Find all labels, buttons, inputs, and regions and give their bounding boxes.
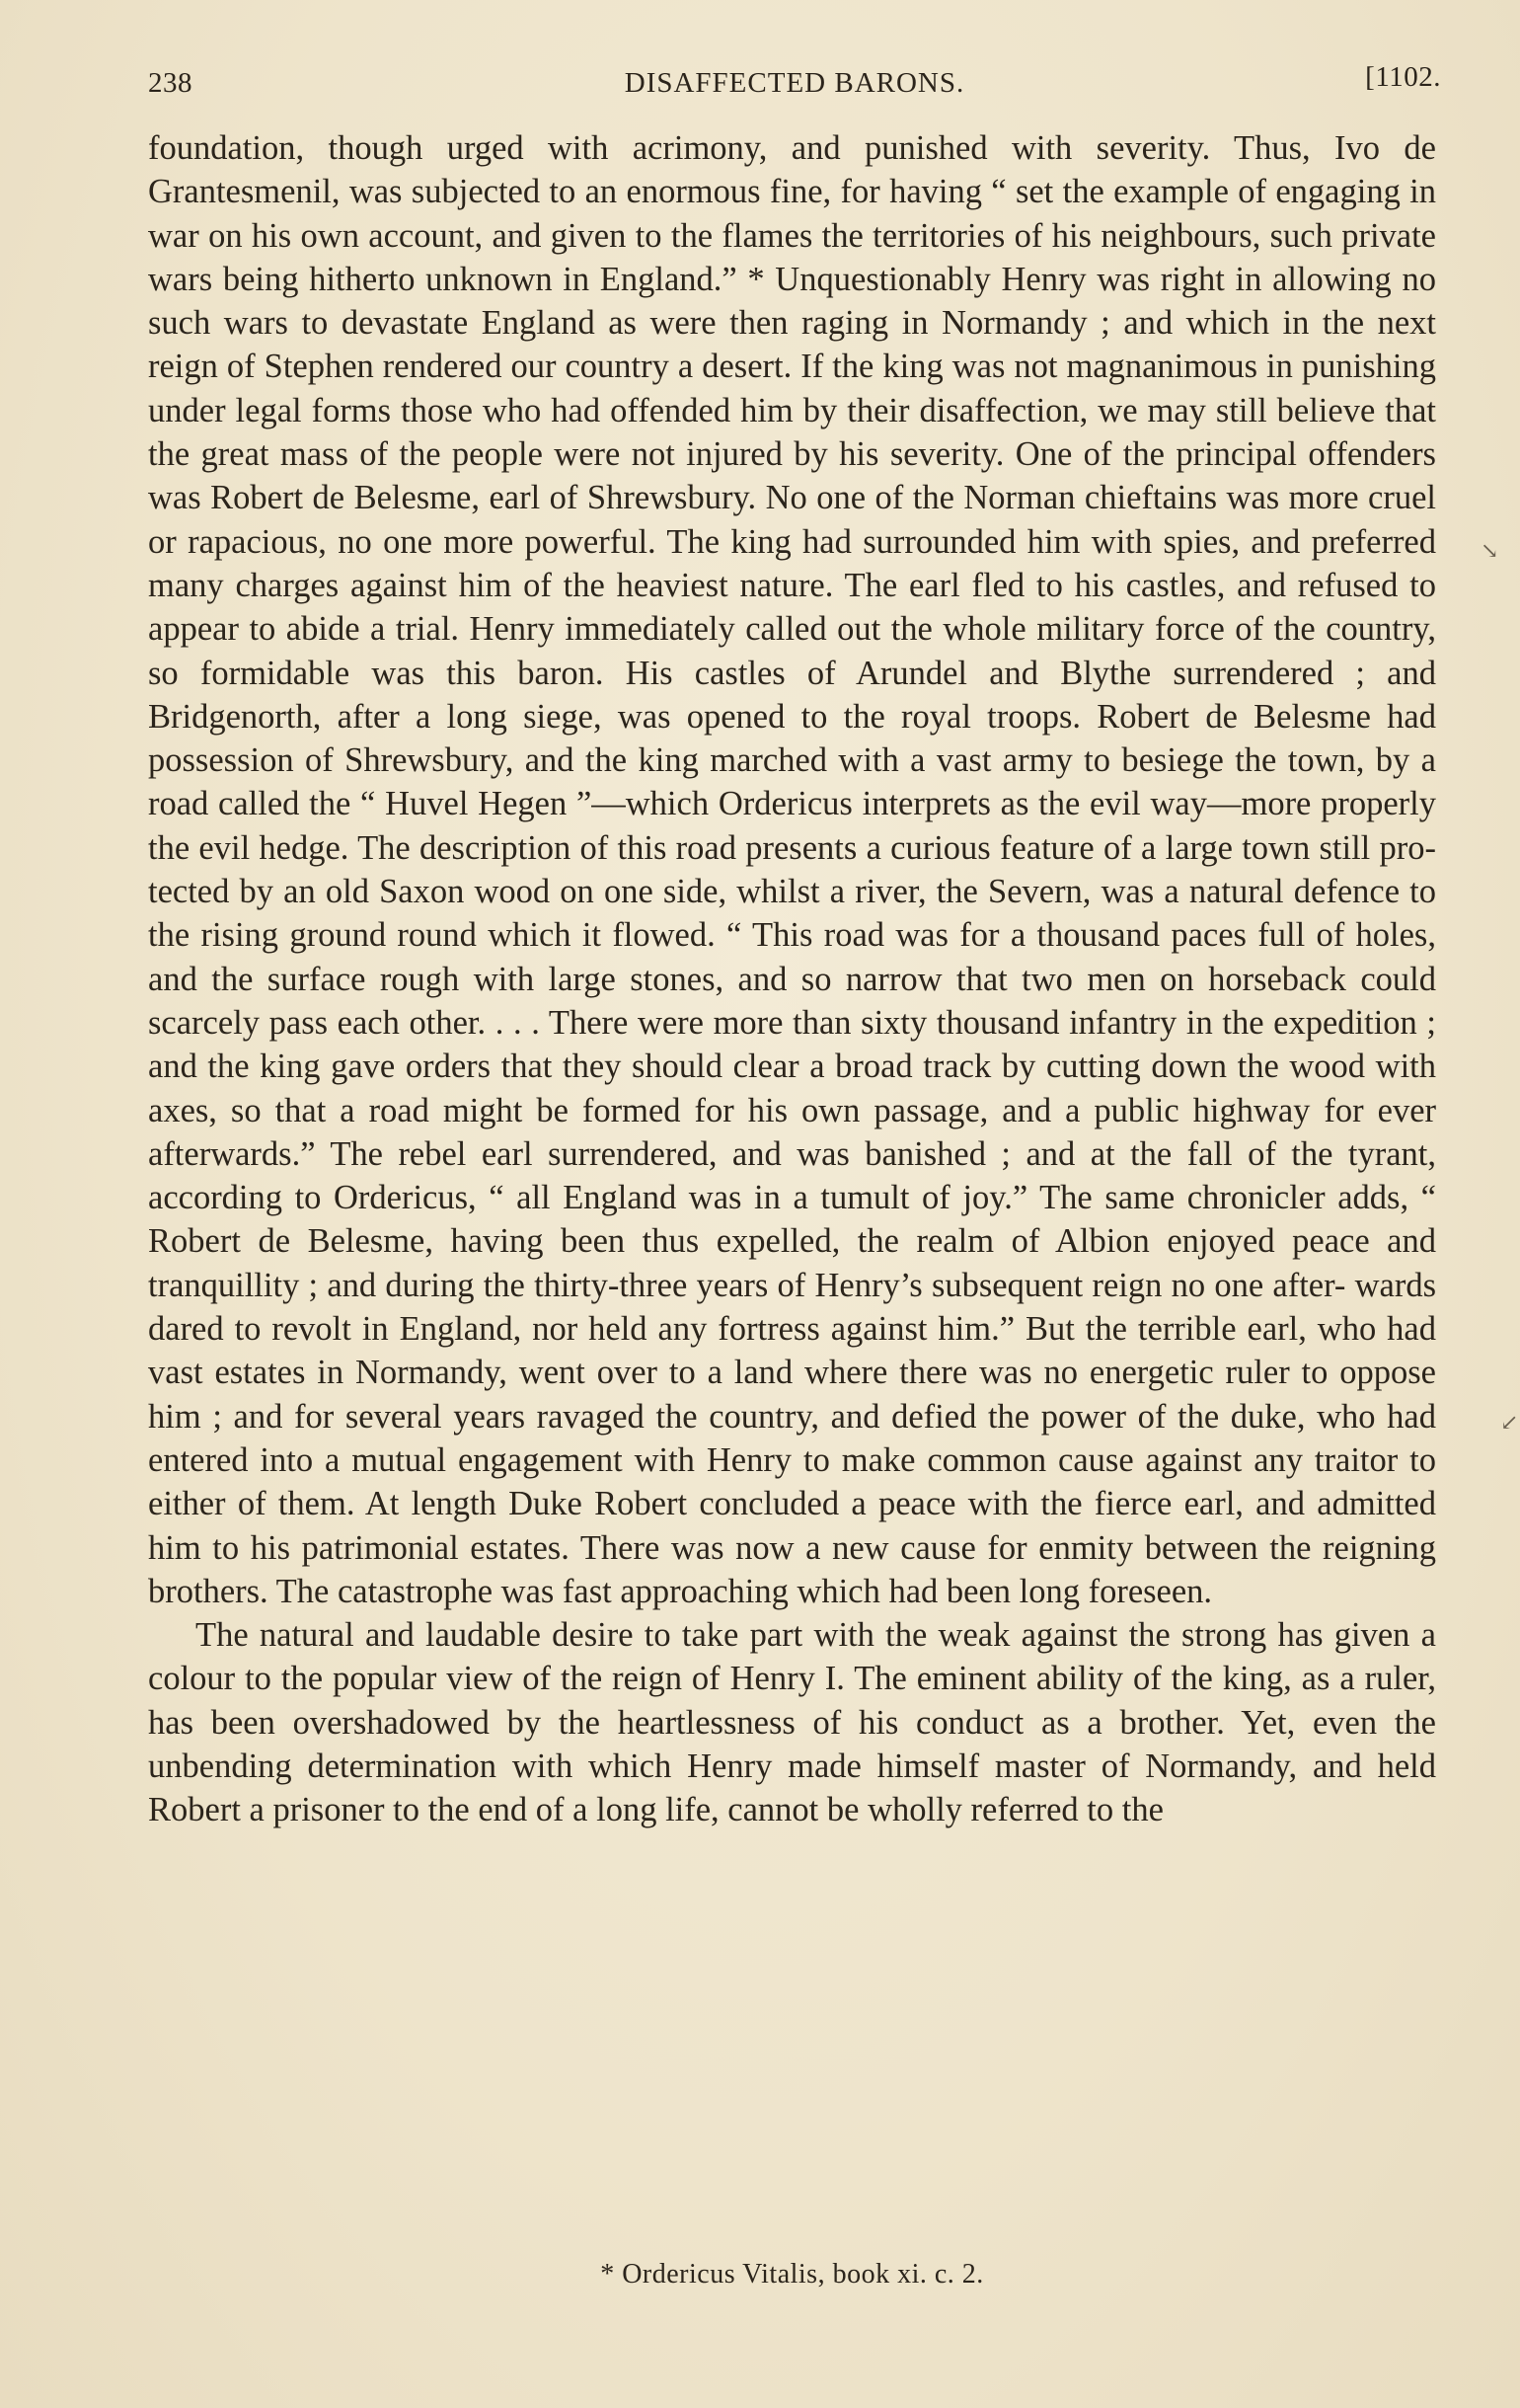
page-header — [148, 61, 1441, 109]
running-title: DISAFFECTED BARONS. — [624, 67, 965, 99]
year-marker: [1102. — [1365, 61, 1441, 93]
paragraph-1: foundation, though urged with acrimony, and punished with severity. Thus, Ivo de Grantesmenil, was subjected to an enormous fine, for having “ set the example of engaging in war on his own account, and given to the flames the territories of his neighbours, such private wars being hitherto unknown in England.” * Unquestionably Henry was right in allowing no such wars to devastate England as were then raging in Normandy ; and which in the next reign of Stephen rendered our country a desert. If the king was not magnanimous in punishing under legal forms those who had offended him by their disaffection, we may still believe that the great mass of the people were not injured by his severity. One of the principal offenders was Robert de Belesme, earl of Shrewsbury. No one of the Norman chieftains was more cruel or rapacious, no one more powerful. The king had surrounded him with spies, and preferred many charges against him of the heaviest nature. The earl fled to his castles, and refused to appear to abide a trial. Henry immediately called out the whole military force of the country, so formidable was this baron. His castles of Arundel and Blythe surrendered ; and Bridgenorth, after a long siege, was opened to the royal troops. Robert de Belesme had possession of Shrewsbury, and the king marched with a vast army to besiege the town, by a road called the “ Huvel Hegen ”—which Ordericus interprets as the evil way—more properly the evil hedge. The description of this road presents a curious feature of a large town still pro- tected by an old Saxon wood on one side, whilst a river, the Severn, was a natural defence to the rising ground round which it flowed. “ This road was for a thousand paces full of holes, and the surface rough with large stones, and so narrow that two men on horseback could scarcely pass each other. . . . There were more than sixty thousand infantry in the expedition ; and the king gave orders that they should clear a broad track by cutting down the wood with axes, so that a road might be formed for his own passage, and a public highway for ever afterwards.” The rebel earl surrendered, and was banished ; and at the fall of the tyrant, according to Ordericus, “ all England was in a tumult of joy.” The same chronicler adds, “ Robert de Belesme, having been thus expelled, the realm of Albion enjoyed peace and tranquillity ; and during the thirty-three years of Henry’s subsequent reign no one after- wards dared to revolt in England, nor held any fortress against him.” But the terrible earl, who had vast estates in Normandy, went over to a land where there was no energetic ruler to oppose him ; and for several years ravaged the country, and defied the power of the duke, who had entered into a mutual engagement with Henry to make common cause against any traitor to either of them. At length Duke Robert concluded a peace with the fierce earl, and admitted him to his patrimonial estates. There was now a new cause for enmity between the reigning brothers. The catastrophe was fast approaching which had been long foreseen. — [148, 129, 1436, 1610]
paragraph-2: The natural and laudable desire to take part with the weak against the strong has given a colour to the popular view of the reign of Henry I. The eminent ability of the king, as a ruler, has been overshadowed by the heartlessness of his conduct as a brother. Yet, even the unbending determination with which Henry made himself master of Normandy, and held Robert a prisoner to the end of a long life, cannot be wholly referred to the — [148, 1616, 1436, 1829]
margin-tick-mark: ↘ — [1481, 538, 1499, 563]
page-number: 238 — [148, 67, 192, 99]
main-text — [148, 126, 1436, 1832]
footnote: * Ordericus Vitalis, book xi. c. 2. — [600, 2259, 984, 2290]
margin-tick-mark: ↙ — [1500, 1410, 1519, 1435]
